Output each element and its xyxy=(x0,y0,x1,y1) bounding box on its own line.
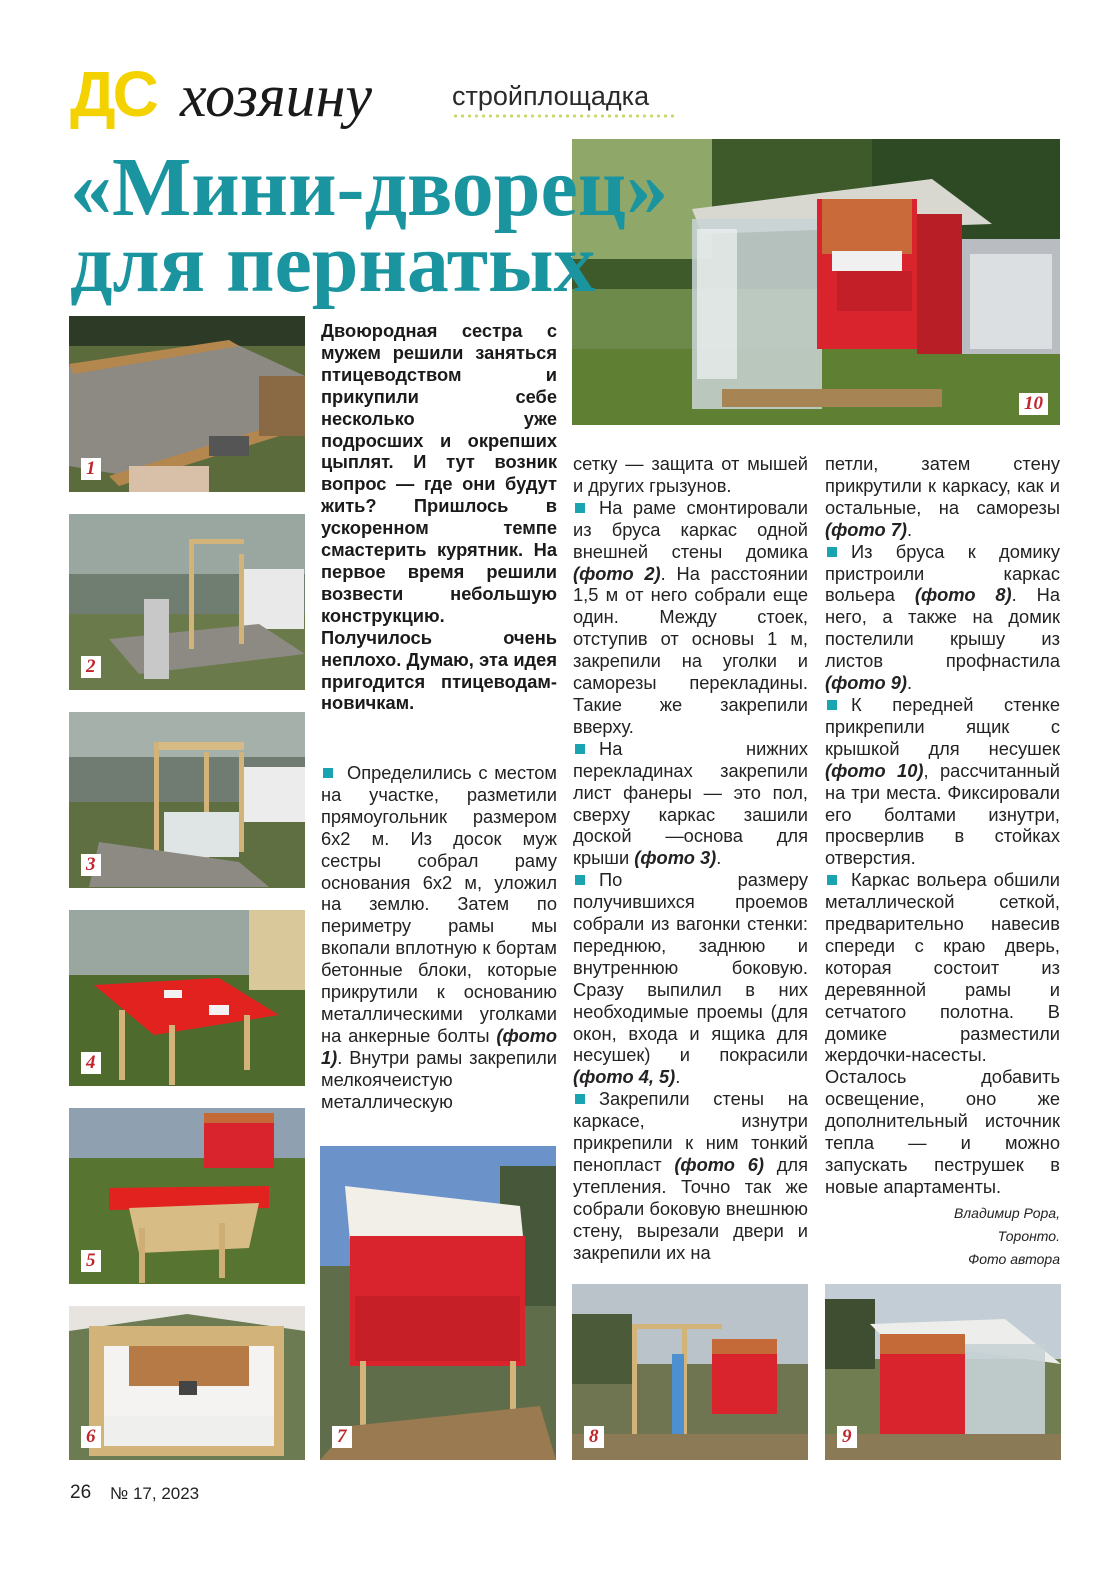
photo-number: 5 xyxy=(81,1250,101,1272)
photo-reference: (фото 1) xyxy=(321,1024,557,1068)
article-title-line-1: «Мини-дворец» xyxy=(70,141,669,234)
photo-2 xyxy=(69,514,305,690)
photo-number: 10 xyxy=(1019,393,1048,415)
photo-number: 2 xyxy=(81,656,101,678)
photo-6 xyxy=(69,1306,305,1460)
paragraph: К передней стенке прикрепили ящик с крышкой для несушек (фото 10), рассчитанный на три места. Фиксировали его болтами изнутри, просверлив в стойках отверстия. xyxy=(825,693,1060,869)
paragraph: По размеру получившихся проемов собрали из вагонки стенки: переднюю, заднюю и внутреннюю боковую. Сразу выпилил в них необходимые проемы (для окон, входа и ящика для несушек) и покрасили (фото 4, 5). xyxy=(573,869,808,1088)
paragraph: Закрепили стены на каркасе, изнутри прикрепили к ним тонкий пенопласт (фото 6) для утепления. Точно так же собрали боковую внешнюю стену, вырезали двери и закрепили их на xyxy=(573,1088,808,1263)
paragraph: сетку — защита от мышей и других грызунов. xyxy=(573,453,808,496)
photo-number: 4 xyxy=(81,1052,101,1074)
photo-4 xyxy=(69,910,305,1086)
bullet-square-icon xyxy=(323,768,333,778)
photo-number: 7 xyxy=(332,1426,352,1448)
paragraph: петли, затем стену прикрутили к каркасу, как и остальные, на саморезы (фото 7). xyxy=(825,453,1060,540)
photo-reference: (фото 10) xyxy=(825,759,924,781)
author-city: Торонто. xyxy=(997,1228,1060,1244)
bullet-square-icon xyxy=(575,875,585,885)
photo-reference: (фото 2) xyxy=(573,562,661,584)
bullet-square-icon xyxy=(827,875,837,885)
bullet-square-icon xyxy=(827,700,837,710)
photo-9 xyxy=(825,1284,1061,1460)
text-column-2 xyxy=(321,762,557,1113)
bullet-square-icon xyxy=(575,744,585,754)
paragraph: На раме смонтировали из бруса каркас одной внешней стены домика (фото 2). На расстоянии 1,5 м от него собрали еще один. Между стоек, отступив от основы 1 м, закрепили на уголки и саморезы перекладины. Такие же закрепили вверху. xyxy=(573,496,808,737)
bullet-square-icon xyxy=(575,1094,585,1104)
photo-reference: (фото 6) xyxy=(674,1154,764,1175)
bullet-square-icon xyxy=(827,547,837,557)
paragraph: Из бруса к домику пристроили каркас вольера (фото 8). На него, а также на домик постелили крышу из листов профнастила (фото 9). xyxy=(825,540,1061,694)
paragraph: Каркас вольера обшили металлической сеткой, предварительно навесив спереди с краю дверь, которая состоит из деревянной рамы и сетчатого полотна. В домике разместили жердочки-насесты. Осталось добавить освещение, оно же дополнительный источник тепла — и можно запускать пеструшек в новые апартаменты. xyxy=(825,869,1060,1197)
photo-number: 1 xyxy=(81,458,101,480)
brand-section-name: хозяину xyxy=(180,63,373,129)
text-column-3 xyxy=(573,453,808,1264)
author-name: Владимир Рора, xyxy=(953,1205,1060,1221)
photo-reference: (фото 4, 5) xyxy=(573,1066,676,1088)
text-column-4 xyxy=(825,453,1060,1198)
paragraph: На нижних перекладинах закрепили лист фанеры — это пол, сверху каркас зашили доской —основа для крыши (фото 3). xyxy=(573,737,808,869)
photo-7 xyxy=(320,1146,556,1460)
issue-number: № 17, 2023 xyxy=(110,1484,200,1503)
bullet-square-icon xyxy=(575,503,585,513)
photo-reference: (фото 3) xyxy=(634,847,717,869)
photo-3 xyxy=(69,712,305,888)
photo-number: 3 xyxy=(81,854,101,876)
photo-5 xyxy=(69,1108,305,1284)
photo-number: 8 xyxy=(584,1426,604,1448)
photo-credit: Фото автора xyxy=(968,1251,1060,1267)
brand-logo-ds: ДС xyxy=(70,58,156,130)
page-number: 26 xyxy=(70,1482,92,1503)
rubric-label: стройплощадка xyxy=(452,81,650,111)
article-signature xyxy=(900,1202,1060,1271)
article-title-line-2: для пернатых xyxy=(70,217,596,310)
photo-reference: (фото 9) xyxy=(825,672,907,694)
photo-reference: (фото 7) xyxy=(825,518,907,540)
photo-1 xyxy=(69,316,305,492)
photo-reference: (фото 8) xyxy=(914,584,1012,606)
photo-number: 9 xyxy=(837,1426,857,1448)
rubric-dotted-underline xyxy=(452,113,674,119)
photo-8 xyxy=(572,1284,808,1460)
article-lead: Двоюродная сестра с мужем решили заняться птицеводством и прикупили себе несколько уже подросших и окрепших цыплят. И тут возник вопрос — где они будут жить? Пришлось в ускоренном темпе смастерить курятник. На первое время решили возвести небольшую конструкцию. Получилось очень неплохо. Думаю, эта идея пригодится птицеводам-новичкам. xyxy=(321,320,557,714)
paragraph: Определились с местом на участке, разметили прямоугольник размером 6х2 м. Из досок муж сестры собрал раму основания 6х2 м, уложил на землю. Затем по периметру рамы мы вкопали вплотную к бортам бетонные блоки, которые прикрутили к основанию металлическими уголками на анкерные болты (фото 1). Внутри рамы закрепили мелкоячеистую металлическую xyxy=(321,762,557,1112)
photo-number: 6 xyxy=(81,1426,101,1448)
